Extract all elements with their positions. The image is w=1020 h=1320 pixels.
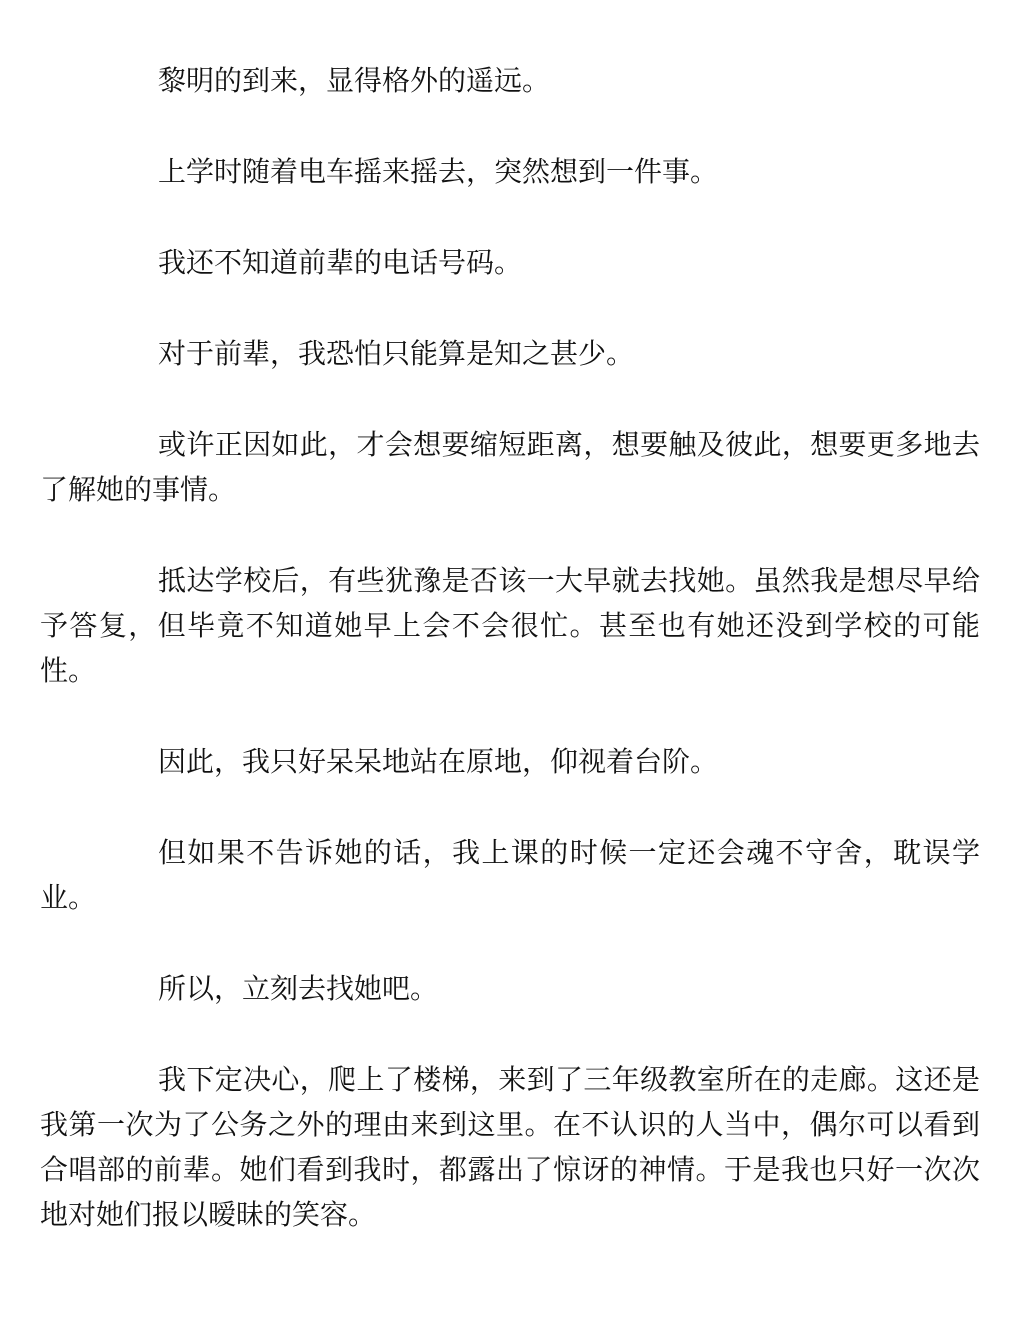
paragraph-3: 我还不知道前辈的电话号码。 [158,246,523,279]
paragraph-6: 抵达学校后，有些犹豫是否该一大早就去找她。虽然我是想尽早给予答复，但毕竟不知道她早上会不会很忙。甚至也有她还没到学校的可能性。 [40,564,980,687]
document-page [40,58,980,1283]
paragraph-2: 上学时随着电车摇来摇去，突然想到一件事。 [158,155,719,188]
paragraph-10: 我下定决心，爬上了楼梯，来到了三年级教室所在的走廊。这还是我第一次为了公务之外的理由来到这里。在不认识的人当中，偶尔可以看到合唱部的前辈。她们看到我时，都露出了惊讶的神情。于是我也只好一次次地对她们报以暧昧的笑容。 [40,1063,980,1231]
paragraph-4: 对于前辈，我恐怕只能算是知之甚少。 [158,337,635,370]
paragraph-5: 或许正因如此，才会想要缩短距离，想要触及彼此，想要更多地去了解她的事情。 [40,428,980,506]
paragraph-7: 因此，我只好呆呆地站在原地，仰视着台阶。 [158,745,719,778]
paragraph-8: 但如果不告诉她的话，我上课的时候一定还会魂不守舍，耽误学业。 [40,836,980,914]
paragraph-9: 所以，立刻去找她吧。 [158,972,439,1005]
paragraph-1: 黎明的到来，显得格外的遥远。 [158,64,551,97]
